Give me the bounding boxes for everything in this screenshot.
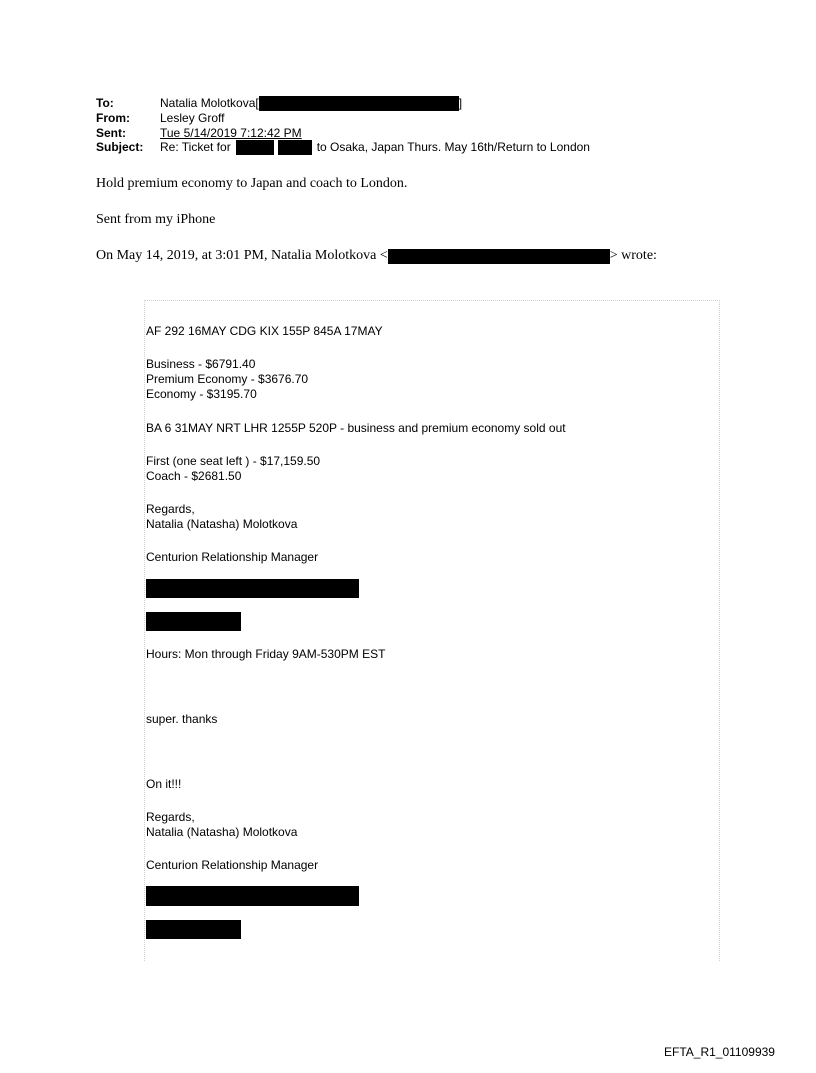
- document-id: EFTA_R1_01109939: [664, 1045, 775, 1059]
- fare-economy: Economy - $3195.70: [146, 387, 257, 401]
- subject-suffix: to Osaka, Japan Thurs. May 16th/Return to London: [316, 140, 590, 155]
- fare-coach: Coach - $2681.50: [146, 469, 242, 483]
- wrote-suffix: > wrote:: [609, 248, 657, 263]
- reply-super-thanks: super. thanks: [146, 712, 218, 726]
- from-row: [96, 111, 590, 126]
- reply-on-it: On it!!!: [146, 777, 182, 791]
- fare-first: First (one seat left ) - $17,159.50: [146, 454, 321, 468]
- office-hours: Hours: Mon through Friday 9AM-530PM EST: [146, 647, 386, 661]
- flight-af292: AF 292 16MAY CDG KIX 155P 845A 17MAY: [146, 324, 383, 338]
- to-label: To:: [96, 96, 114, 110]
- subject-prefix: Re: Ticket for: [160, 140, 231, 155]
- regards-1: Regards,: [146, 502, 195, 516]
- regards-2: Regards,: [146, 810, 195, 824]
- redaction-contact-2a: [146, 886, 359, 906]
- redaction-contact-1a: [146, 579, 359, 598]
- subject-label: Subject:: [96, 140, 144, 154]
- from-label: From:: [96, 111, 130, 125]
- sender-name-1: Natalia (Natasha) Molotkova: [146, 517, 298, 531]
- sender-name-2: Natalia (Natasha) Molotkova: [146, 825, 298, 839]
- to-close-bracket: ]: [458, 96, 463, 111]
- sent-label: Sent:: [96, 125, 126, 140]
- wrote-prefix: On May 14, 2019, at 3:01 PM, Natalia Molotkova <: [96, 248, 388, 263]
- sender-title-2: Centurion Relationship Manager: [146, 858, 319, 872]
- redaction-subject-1: [236, 140, 274, 155]
- to-row: [96, 96, 590, 111]
- body-line-signature: Sent from my iPhone: [96, 212, 216, 227]
- body-line-hold: Hold premium economy to Japan and coach to London.: [96, 176, 408, 191]
- subject-value: [160, 140, 590, 155]
- redaction-to-email: [259, 96, 459, 111]
- redaction-wrote-email: [388, 249, 610, 264]
- redaction-contact-2b: [146, 920, 241, 939]
- redaction-contact-1b: [146, 612, 241, 631]
- flight-ba6: BA 6 31MAY NRT LHR 1255P 520P - business and premium economy sold out: [146, 421, 566, 435]
- redaction-subject-2: [278, 140, 312, 155]
- fare-list-ba: [146, 454, 320, 484]
- email-header: [96, 96, 590, 155]
- fare-business: Business - $6791.40: [146, 357, 256, 371]
- to-name: Natalia Molotkova[: [160, 96, 259, 111]
- fare-premium-economy: Premium Economy - $3676.70: [146, 372, 309, 386]
- subject-row: [96, 140, 590, 155]
- signature-block-1: [146, 502, 297, 532]
- body-line-wrote: [96, 248, 657, 264]
- from-value: Lesley Groff: [160, 111, 225, 125]
- sent-value: Tue 5/14/2019 7:12:42 PM: [160, 125, 302, 140]
- sender-title-1: Centurion Relationship Manager: [146, 550, 319, 564]
- to-value: [160, 96, 462, 111]
- fare-list-af: [146, 357, 308, 402]
- sent-row: [96, 126, 590, 141]
- signature-block-2: [146, 810, 297, 840]
